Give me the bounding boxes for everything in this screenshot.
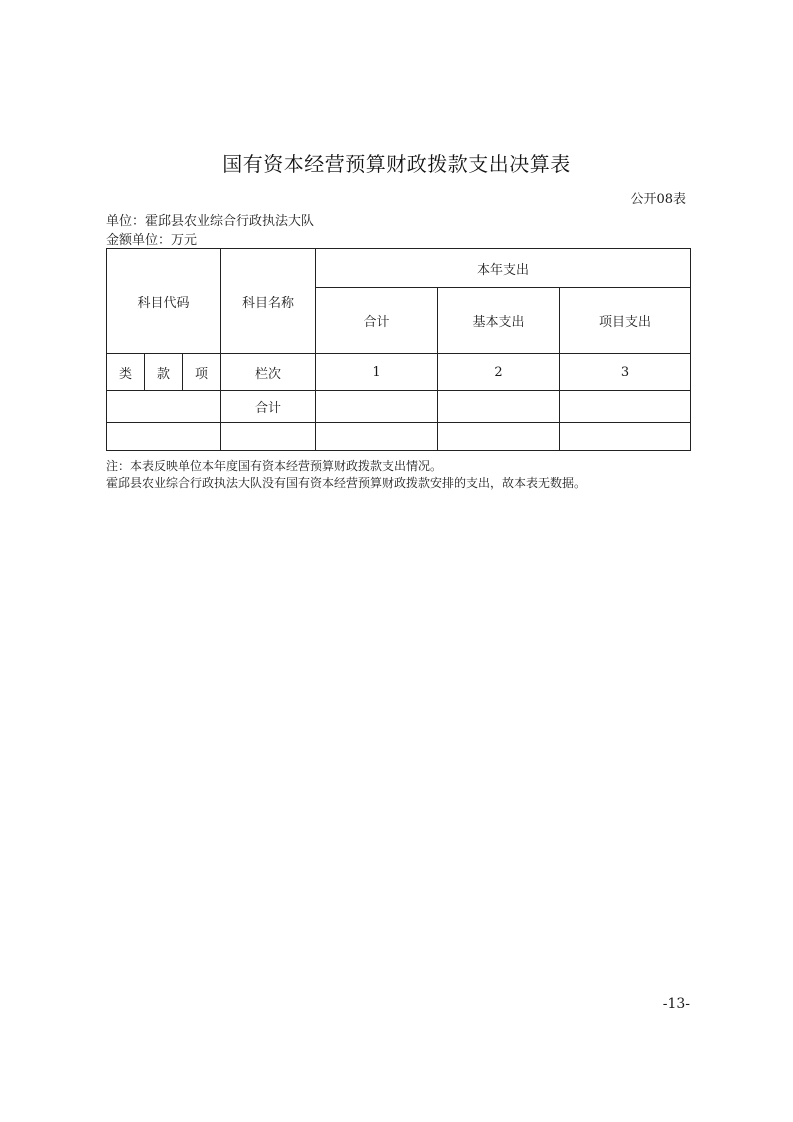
empty-row-project	[560, 423, 691, 451]
unit-line: 单位：霍邱县农业综合行政执法大队	[106, 214, 315, 229]
total-row	[107, 391, 691, 423]
index-col-2: 2	[438, 354, 560, 391]
header-subject-name: 科目名称	[221, 249, 316, 354]
amount-unit-line: 金额单位：万元	[106, 233, 198, 248]
header-row-1	[107, 249, 691, 288]
header-basic-expenditure: 基本支出	[438, 288, 560, 354]
empty-row-name	[221, 423, 316, 451]
expenditure-table	[106, 248, 691, 451]
total-row-total	[316, 391, 438, 423]
total-row-basic	[438, 391, 560, 423]
note-line: 注：本表反映单位本年度国有资本经营预算财政拨款支出情况。	[106, 459, 443, 473]
index-xiang: 项	[183, 354, 221, 391]
index-col-3: 3	[560, 354, 691, 391]
document-title: 国有资本经营预算财政拨款支出决算表	[222, 152, 571, 176]
header-current-year-expenditure: 本年支出	[316, 249, 691, 288]
header-total: 合计	[316, 288, 438, 354]
note-line: 霍邱县农业综合行政执法大队没有国有资本经营预算财政拨款安排的支出，故本表无数据。	[106, 476, 587, 490]
empty-row-total	[316, 423, 438, 451]
total-row-code	[107, 391, 221, 423]
index-col-1: 1	[316, 354, 438, 391]
table-row	[107, 423, 691, 451]
index-lei: 类	[107, 354, 145, 391]
empty-row-basic	[438, 423, 560, 451]
page-number: -13-	[662, 996, 690, 1012]
total-row-project	[560, 391, 691, 423]
empty-row-code	[107, 423, 221, 451]
index-kuan: 款	[145, 354, 183, 391]
index-row	[107, 354, 691, 391]
header-subject-code: 科目代码	[107, 249, 221, 354]
index-label: 栏次	[221, 354, 316, 391]
header-project-expenditure: 项目支出	[560, 288, 691, 354]
total-row-label: 合计	[221, 391, 316, 423]
notes	[106, 458, 586, 492]
form-code: 公开08表	[630, 192, 686, 207]
